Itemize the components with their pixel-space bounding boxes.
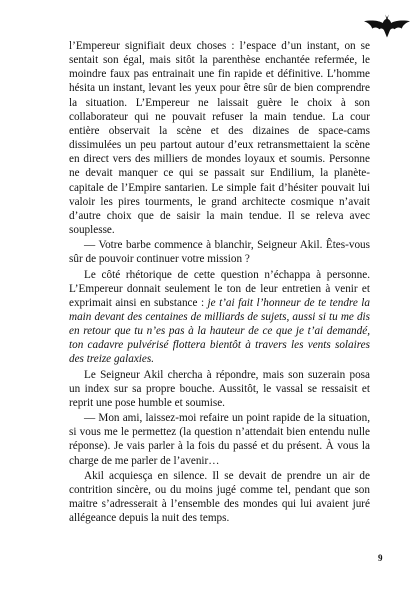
paragraph-3-italic-thought: je t’ai fait l’honneur de te tendre la main devant des centaines de milliards de sujets, aussi si tu me dis en retour que tu n’es pas à la hauteur de ce que je t’ai demandé, ton cadavre pulvérisé flottera bientôt à travers les vents solaires des treize galaxies. bbox=[69, 296, 370, 366]
bat-icon bbox=[362, 12, 412, 42]
paragraph-2-dialogue: — Votre barbe commence à blanchir, Seigneur Akil. Êtes-vous sûr de pouvoir continuer votre mission ? bbox=[69, 239, 370, 266]
paragraph-6: Akil acquiesça en silence. Il se devait de prendre un air de contrition sincère, ou du moins jugé comme tel, pendant que son maitre s’adresserait à l’ensemble des mondes qui lui avaient juré allégeance depuis la nuit des temps. bbox=[69, 469, 370, 525]
body-text bbox=[69, 39, 370, 525]
paragraph-3-text: Le côté rhétorique de cette question n’échappa à personne. L’Empereur donnait seulement le ton de leur entretien à venir et exprimait ainsi en substance : bbox=[69, 268, 370, 309]
paragraph-4: Le Seigneur Akil chercha à répondre, mais son suzerain posa un index sur sa propre bouche. Aussitôt, le vassal se ressaisit et reprit une pose humble et soumise. bbox=[69, 368, 370, 409]
page-number: 9 bbox=[378, 553, 383, 563]
paragraph-5-dialogue: — Mon ami, laissez-moi refaire un point rapide de la situation, si vous me le permettez (la question n’attendait bien entendu nulle réponse). Je vais parler à la fois du passé et du présent. À vous la charge de me parler de l’avenir… bbox=[69, 412, 370, 467]
paragraph-1: l’Empereur signifiait deux choses : l’espace d’un instant, on se sentait son égal, mais sitôt la parenthèse enchantée refermée, le moindre faux pas entrainait une fin rapide et définitive. L’homme hésita un instant, levant les yeux pour être sûr de bien comprendre la situation. L’Empereur ne laissait guère le choix à son collaborateur qui ne pouvait refuser la main tendue. La cour entière observait la scène et des dizaines de space-cams dissimulées un peu partout autour d’eux retransmettaient la scène en direct vers des milliers de mondes loyaux et soumis. Personne ne devait manquer ce qui se passait sur Endilium, la planète-capitale de l’Empire santarien. Le simple fait d’hésiter pouvait lui valoir les pires tourments, le grand architecte cosmique n’avait d’autre choix que de saisir la main tendue. Il se releva avec souplesse. bbox=[69, 40, 370, 237]
paragraph-3 bbox=[69, 268, 370, 367]
